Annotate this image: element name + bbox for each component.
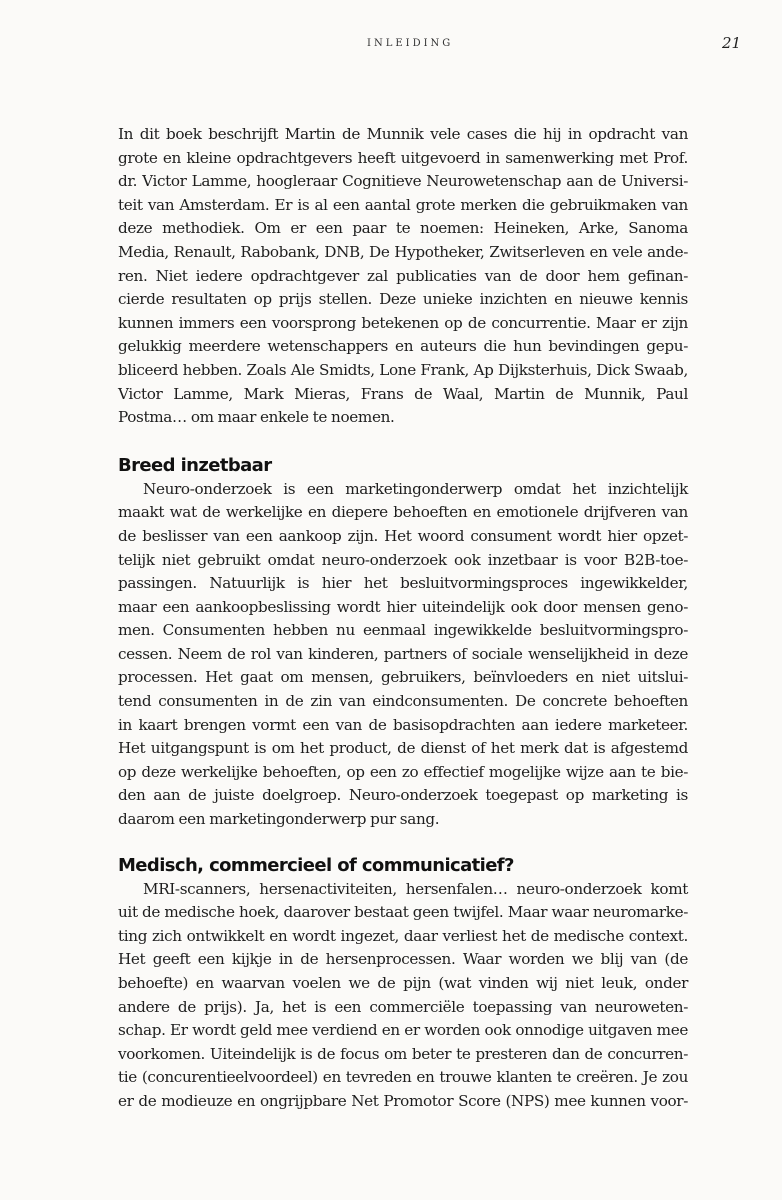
text-line: kunnen immers een voorsprong betekenen op de concurrentie. Maar er zijn (118, 313, 688, 332)
section-breed-inzetbaar (118, 454, 688, 832)
text-line: Media, Renault, Rabobank, DNB, De Hypotheker, Zwitserleven en vele ande- (118, 242, 688, 261)
text-line: tend consumenten in de zin van eindconsumenten. De concrete behoeften (118, 692, 688, 711)
text-line: andere de prijs). Ja, het is een commerciële toepassing van neuroweten- (118, 997, 688, 1016)
text-line: cierde resultaten op prijs stellen. Deze unieke inzichten en nieuwe kennis (118, 290, 688, 309)
text-line: gelukkig meerdere wetenschappers en auteurs die hun bevindingen gepu- (118, 337, 688, 356)
text-line: Victor Lamme, Mark Mieras, Frans de Waal, Martin de Munnik, Paul (118, 384, 688, 403)
text-line: bliceerd hebben. Zoals Ale Smidts, Lone Frank, Ap Dijksterhuis, Dick Swaab, (118, 360, 688, 379)
text-line: uit de medische hoek, daarover bestaat geen twijfel. Maar waar neuromarke- (118, 903, 688, 922)
text-line: telijk niet gebruikt omdat neuro-onderzoek ook inzetbaar is voor B2B-toe- (118, 550, 688, 569)
text-line: tie (concurentieelvoordeel) en tevreden en trouwe klanten te creëren. Je zou (118, 1068, 688, 1087)
running-title: INLEIDING (367, 38, 454, 49)
text-line: behoefte) en waarvan voelen we de pijn (wat vinden wij niet leuk, onder (118, 974, 688, 992)
text-line: ting zich ontwikkelt en wordt ingezet, daar verliest het de medische context. (118, 926, 688, 945)
section-spacer (118, 430, 688, 454)
text-line: de beslisser van een aankoop zijn. Het woord consument wordt hier opzet- (118, 526, 688, 545)
text-line: ren. Niet iedere opdrachtgever zal publicaties van de door hem gefinan- (118, 266, 688, 285)
text-line: MRI-scanners, hersenactiviteiten, hersenfalen… neuro-onderzoek komt (143, 879, 688, 898)
text-line: den aan de juiste doelgroep. Neuro-onderzoek toegepast op marketing is (118, 786, 688, 805)
text-line: in kaart brengen vormt een van de basisopdrachten aan iedere marketeer. (118, 715, 688, 734)
section-heading: Breed inzetbaar (118, 454, 272, 476)
text-line: Het geeft een kijkje in de hersenprocessen. Waar worden we blij van (de (118, 950, 688, 969)
text-line: passingen. Natuurlijk is hier het besluitvormingsproces ingewikkelder, (118, 574, 688, 593)
text-line: daarom een marketingonderwerp pur sang. (118, 810, 440, 829)
text-line: Postma… om maar enkele te noemen. (118, 408, 395, 427)
text-line: cessen. Neem de rol van kinderen, partners of sociale wenselijkheid in deze (118, 644, 688, 663)
text-line: er de modieuze en ongrijpbare Net Promotor Score (NPS) mee kunnen voor- (118, 1091, 688, 1110)
body-text (118, 123, 688, 1114)
text-line: grote en kleine opdrachtgevers heeft uitgevoerd in samenwerking met Prof. (118, 148, 688, 167)
page-number: 21 (722, 34, 742, 52)
text-line: dr. Victor Lamme, hoogleraar Cognitieve Neurowetenschap aan de Universi- (118, 172, 688, 191)
section-heading: Medisch, commercieel of communicatief? (118, 854, 514, 876)
text-line: In dit boek beschrijft Martin de Munnik vele cases die hij in opdracht van (118, 125, 688, 143)
text-line: schap. Er wordt geld mee verdiend en er worden ook onnodige uitgaven mee (118, 1021, 688, 1040)
text-line: processen. Het gaat om mensen, gebruikers, beïnvloeders en niet uitslui- (118, 668, 688, 687)
text-line: Neuro-onderzoek is een marketingonderwerp omdat het inzichtelijk (143, 479, 688, 498)
text-line: men. Consumenten hebben nu eenmaal ingewikkelde besluitvormingspro- (118, 621, 688, 640)
text-line: Het uitgangspunt is om het product, de dienst of het merk dat is afgestemd (118, 739, 688, 758)
text-line: teit van Amsterdam. Er is al een aantal grote merken die gebruikmaken van (118, 195, 688, 214)
text-line: maakt wat de werkelijke en diepere behoeften en emotionele drijfveren van (118, 503, 688, 522)
text-line: deze methodiek. Om er een paar te noemen: Heineken, Arke, Sanoma (118, 219, 688, 238)
paragraph-intro (118, 123, 688, 430)
text-line: maar een aankoopbeslissing wordt hier uiteindelijk ook door mensen geno- (118, 597, 688, 616)
text-line: op deze werkelijke behoeften, op een zo effectief mogelijke wijze aan te bie- (118, 762, 688, 781)
section-medisch-commercieel (118, 854, 688, 1114)
running-header (0, 34, 782, 54)
section-spacer (118, 832, 688, 854)
text-line: voorkomen. Uiteindelijk is de focus om beter te presteren dan de concurren- (118, 1044, 688, 1063)
